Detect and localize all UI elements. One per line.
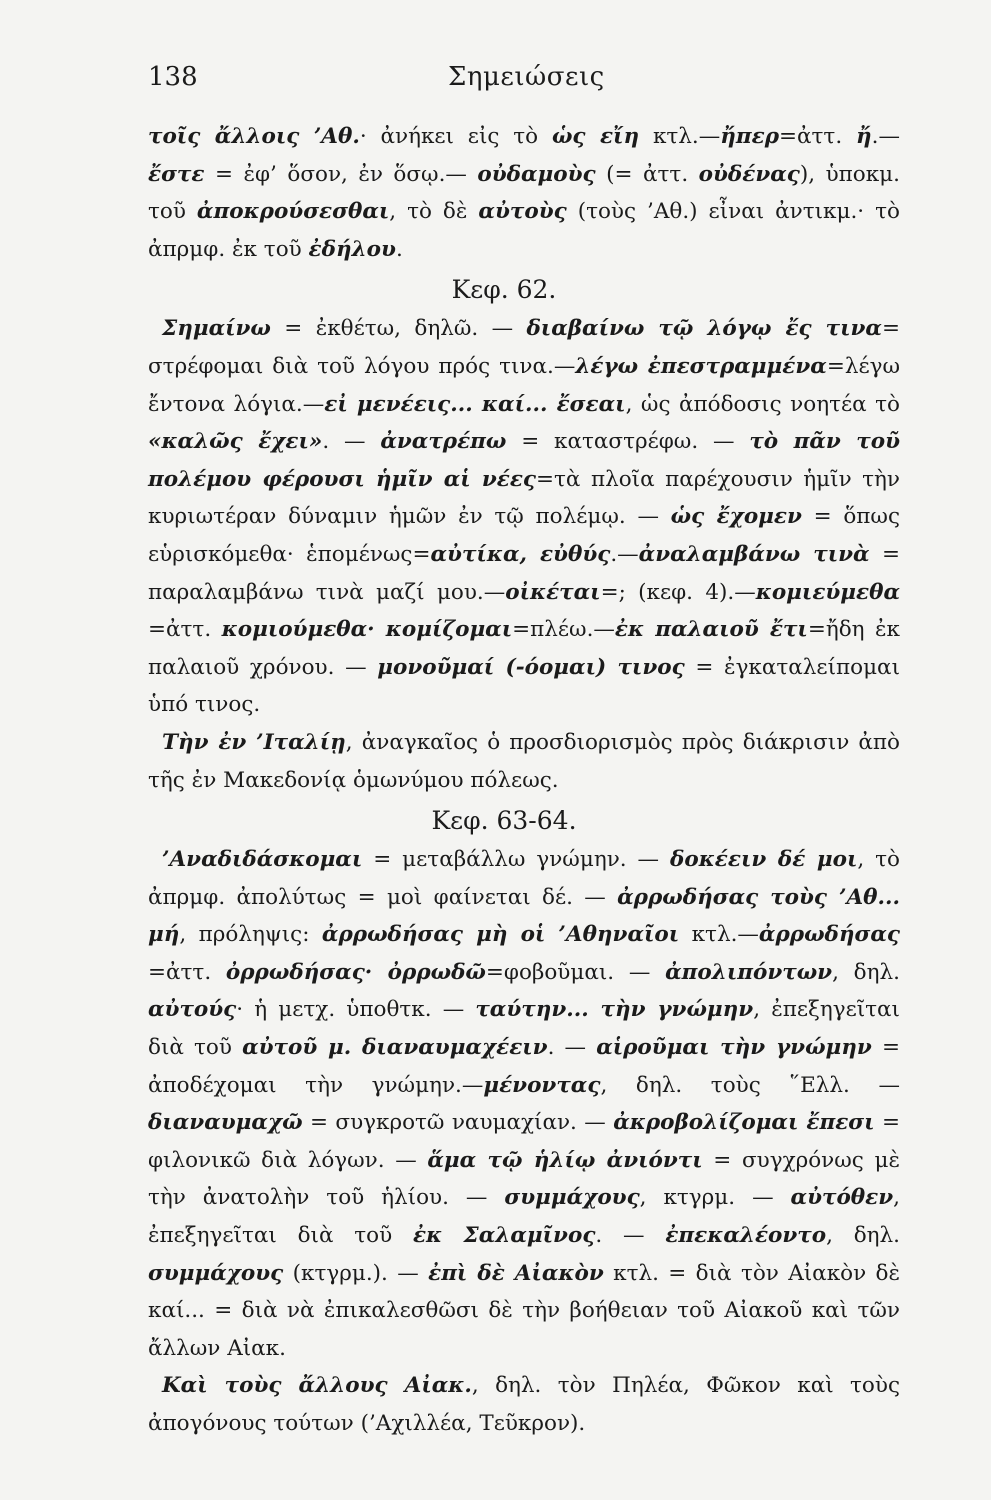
lemma-term: συμμάχους [148,1260,284,1286]
note-text: (τοὺς ’Αθ.) εἶναι ἀντικμ.· τὸ ἀπρμφ. ἐκ τοῦ [148,199,900,262]
note-text: , δηλ. [826,1223,900,1249]
page-number: 138 [148,62,198,92]
lemma-term: Σημαίνω [162,316,271,342]
lemma-term: ἀρρωδήσας τοὺς ’Αθ... μή [148,884,900,948]
chapter-heading: Κεφ. 62. [451,275,557,305]
note-paragraph [148,841,900,1367]
chapter-heading: Κεφ. 63-64. [431,806,577,836]
note-text: · ἀνήκει εἰς τὸ [359,124,552,149]
note-text: , τὸ δὲ [389,199,479,225]
lemma-term: τὸ πᾶν τοῦ πολέμου φέρουσι ἡμῖν αἱ νέες [148,429,900,492]
lemma-term: ἀποκρούσεσθαι [196,199,390,225]
note-text: = ἀποδέχομαι τὴν γνώμην.— [148,1035,900,1098]
lemma-term: αὐτοῦ μ. διαναυμαχέειν [242,1035,548,1061]
note-text: =; (κεφ. 4).— [600,579,756,605]
note-text: =λέγω ἔντονα λόγια.— [148,353,900,417]
lemma-term: ὡς εἴη [551,124,640,149]
lemma-term: ἅμα τῷ ἡλίῳ ἀνιόντι [427,1147,703,1173]
note-text: , δηλ. τὸν Πηλέα, Φῶκον καὶ τοὺς ἀπογόνους τούτων (’Αχιλλέα, Τεῦκρον). [148,1373,900,1436]
note-text: . — [547,1035,597,1061]
note-text: , κτγρμ. — [639,1185,791,1211]
lemma-term: ἀπολιπόντων [665,959,833,985]
note-text: · ἡ μετχ. ὑποθτκ. — [236,997,476,1023]
note-paragraph [148,118,900,268]
note-text: = συγχρόνως μὲ τὴν ἀνατολὴν τοῦ ἡλίου. — [148,1147,900,1211]
lemma-term: ἔστε [148,161,205,187]
note-text: = καταστρέφω. — [506,429,750,455]
note-text: , ἐπεξηγεῖται διὰ τοῦ [148,997,900,1061]
note-text: , δηλ. [832,959,900,985]
note-paragraph [148,310,900,724]
lemma-term: ’Αναδιδάσκομαι [162,847,363,873]
note-text: =πλέω.— [512,617,615,643]
lemma-term: αὐτούς [148,997,237,1023]
lemma-term: τοῖς ἄλλοις ’Αθ. [148,124,360,149]
lemma-term: κομιούμεθα· κομίζομαι [221,617,513,643]
lemma-term: εἰ μενέεις... καί... ἔσεαι [324,391,626,417]
lemma-term: οἰκέται [505,579,601,605]
note-text: =ἀττ. [148,617,222,643]
note-text: ), ὑποκμ. τοῦ [148,161,900,225]
lemma-term: αἱροῦμαι τὴν γνώμην [596,1035,872,1061]
lemma-term: δοκέειν δέ μοι [670,847,858,873]
note-text: , ἐπεξηγεῖται διὰ τοῦ [148,1185,900,1249]
lemma-term: ἐπεκαλέοντο [665,1223,827,1249]
note-text: = συγκροτῶ ναυμαχίαν. — [302,1110,614,1136]
note-text: . — [322,429,381,455]
note-text: = μεταβάλλω γνώμην. — [362,847,671,873]
lemma-term: ἀναλαμβάνω τινὰ [638,541,870,567]
lemma-term: ἀρρωδήσας μὴ οἱ ’Αθηναῖοι [321,922,680,948]
note-text: = ἐγκαταλείπομαι ὑπό τινος. [148,654,900,718]
note-text: , δηλ. τοὺς ῞Ελλ. — [600,1072,900,1098]
lemma-term: ὡς ἔχομεν [670,504,802,530]
page-header [148,62,891,102]
lemma-term: οὐδένας [698,161,800,187]
lemma-term: λέγω ἐπεστραμμένα [575,353,827,379]
note-text: , ὡς ἀπόδοσις νοητέα τὸ [625,391,900,417]
note-text: =τὰ πλοῖα παρέχουσιν ἡμῖν τὴν κυριωτέραν δύναμιν ἡμῶν ἐν τῷ πολέμῳ. — [148,466,901,530]
note-text: κτλ. = διὰ τὸν Αἰακὸν δὲ καί... = διὰ νὰ ἐπικαλεσθῶσι δὲ τὴν βοήθειαν τοῦ Αἰακοῦ καὶ τῶν ἄλλων Αἰακ. [148,1260,900,1361]
lemma-term: αὐτίκα, εὐθύς [430,541,611,567]
note-text: , τὸ ἀπρμφ. ἀπολύτως = μοὶ φαίνεται δέ. — [148,847,900,910]
lemma-term: αὐτόθεν [790,1185,894,1211]
running-title: Σημειώσεις [448,62,605,92]
note-text: . — [595,1223,666,1249]
note-paragraph [148,724,900,799]
note-paragraph [148,1367,900,1442]
lemma-term: ἀρρωδήσας [758,922,900,948]
note-text: (= ἀττ. [595,161,699,187]
lemma-term: ὀρρωδήσας· ὀρρωδῶ [225,959,486,985]
lemma-term: «καλῶς ἔχει» [148,429,323,455]
note-text: =ἤδη ἐκ παλαιοῦ χρόνου. — [148,617,900,680]
note-text: = ἐφ’ ὅσον, ἐν ὅσῳ.— [204,161,478,187]
lemma-term: ἤπερ [720,124,779,149]
note-text: = φιλονικῶ διὰ λόγων. — [148,1110,901,1173]
lemma-term: διαναυμαχῶ [148,1110,303,1136]
lemma-term: ἤ [856,124,872,149]
note-text: κτλ.— [679,922,759,948]
note-text: = στρέφομαι διὰ τοῦ λόγου πρός τινα.— [148,316,900,379]
lemma-term: μένοντας [483,1072,601,1098]
lemma-term: ἐκ παλαιοῦ ἔτι [614,617,808,643]
notes-body [148,118,900,1443]
lemma-term: οὐδαμοὺς [477,161,596,187]
note-text: =φοβοῦμαι. — [485,959,666,985]
lemma-term: αὐτοὺς [478,199,567,225]
note-text: = ἐκθέτω, δηλῶ. — [270,316,527,342]
note-text: , πρόληψις: [179,922,322,948]
note-text: κτλ.— [639,124,721,149]
note-text: =ἀττ. [148,959,226,985]
note-text: . [395,236,403,262]
lemma-term: ἀνατρέπω [380,429,507,455]
lemma-term: Τὴν ἐν ’Ιταλίῃ [162,729,346,755]
lemma-term: ταύτην... τὴν γνώμην [475,997,754,1023]
lemma-term: συμμάχους [504,1185,640,1211]
lemma-term: διαβαίνω τῷ λόγῳ ἔς τινα [526,316,882,342]
lemma-term: Καὶ τοὺς ἄλλους Αἰακ. [162,1373,472,1399]
note-text: .— [610,541,639,567]
lemma-term: ἐπὶ δὲ Αἰακὸν [428,1260,604,1286]
lemma-term: μονοῦμαί (-όομαι) τινος [377,654,685,680]
lemma-term: ἐκ Σαλαμῖνος [412,1223,596,1249]
lemma-term: κομιεύμεθα [755,579,900,605]
lemma-term: ἐδήλου [308,236,396,262]
note-text: =ἀττ. [779,124,856,149]
note-text: , ἀναγκαῖος ὁ προσδιορισμὸς πρὸς διάκρισιν ἀπὸ τῆς ἐν Μακεδονίᾳ ὁμωνύμου πόλεως. [148,729,900,793]
note-text: (κτγρμ.). — [283,1260,429,1286]
note-text: = παραλαμβάνω τινὰ μαζί μου.— [148,541,900,605]
note-text: .— [871,124,900,149]
lemma-term: ἀκροβολίζομαι ἔπεσι [613,1110,875,1136]
note-text: = ὅπως εὑρισκόμεθα· ἑπομένως= [148,504,900,567]
